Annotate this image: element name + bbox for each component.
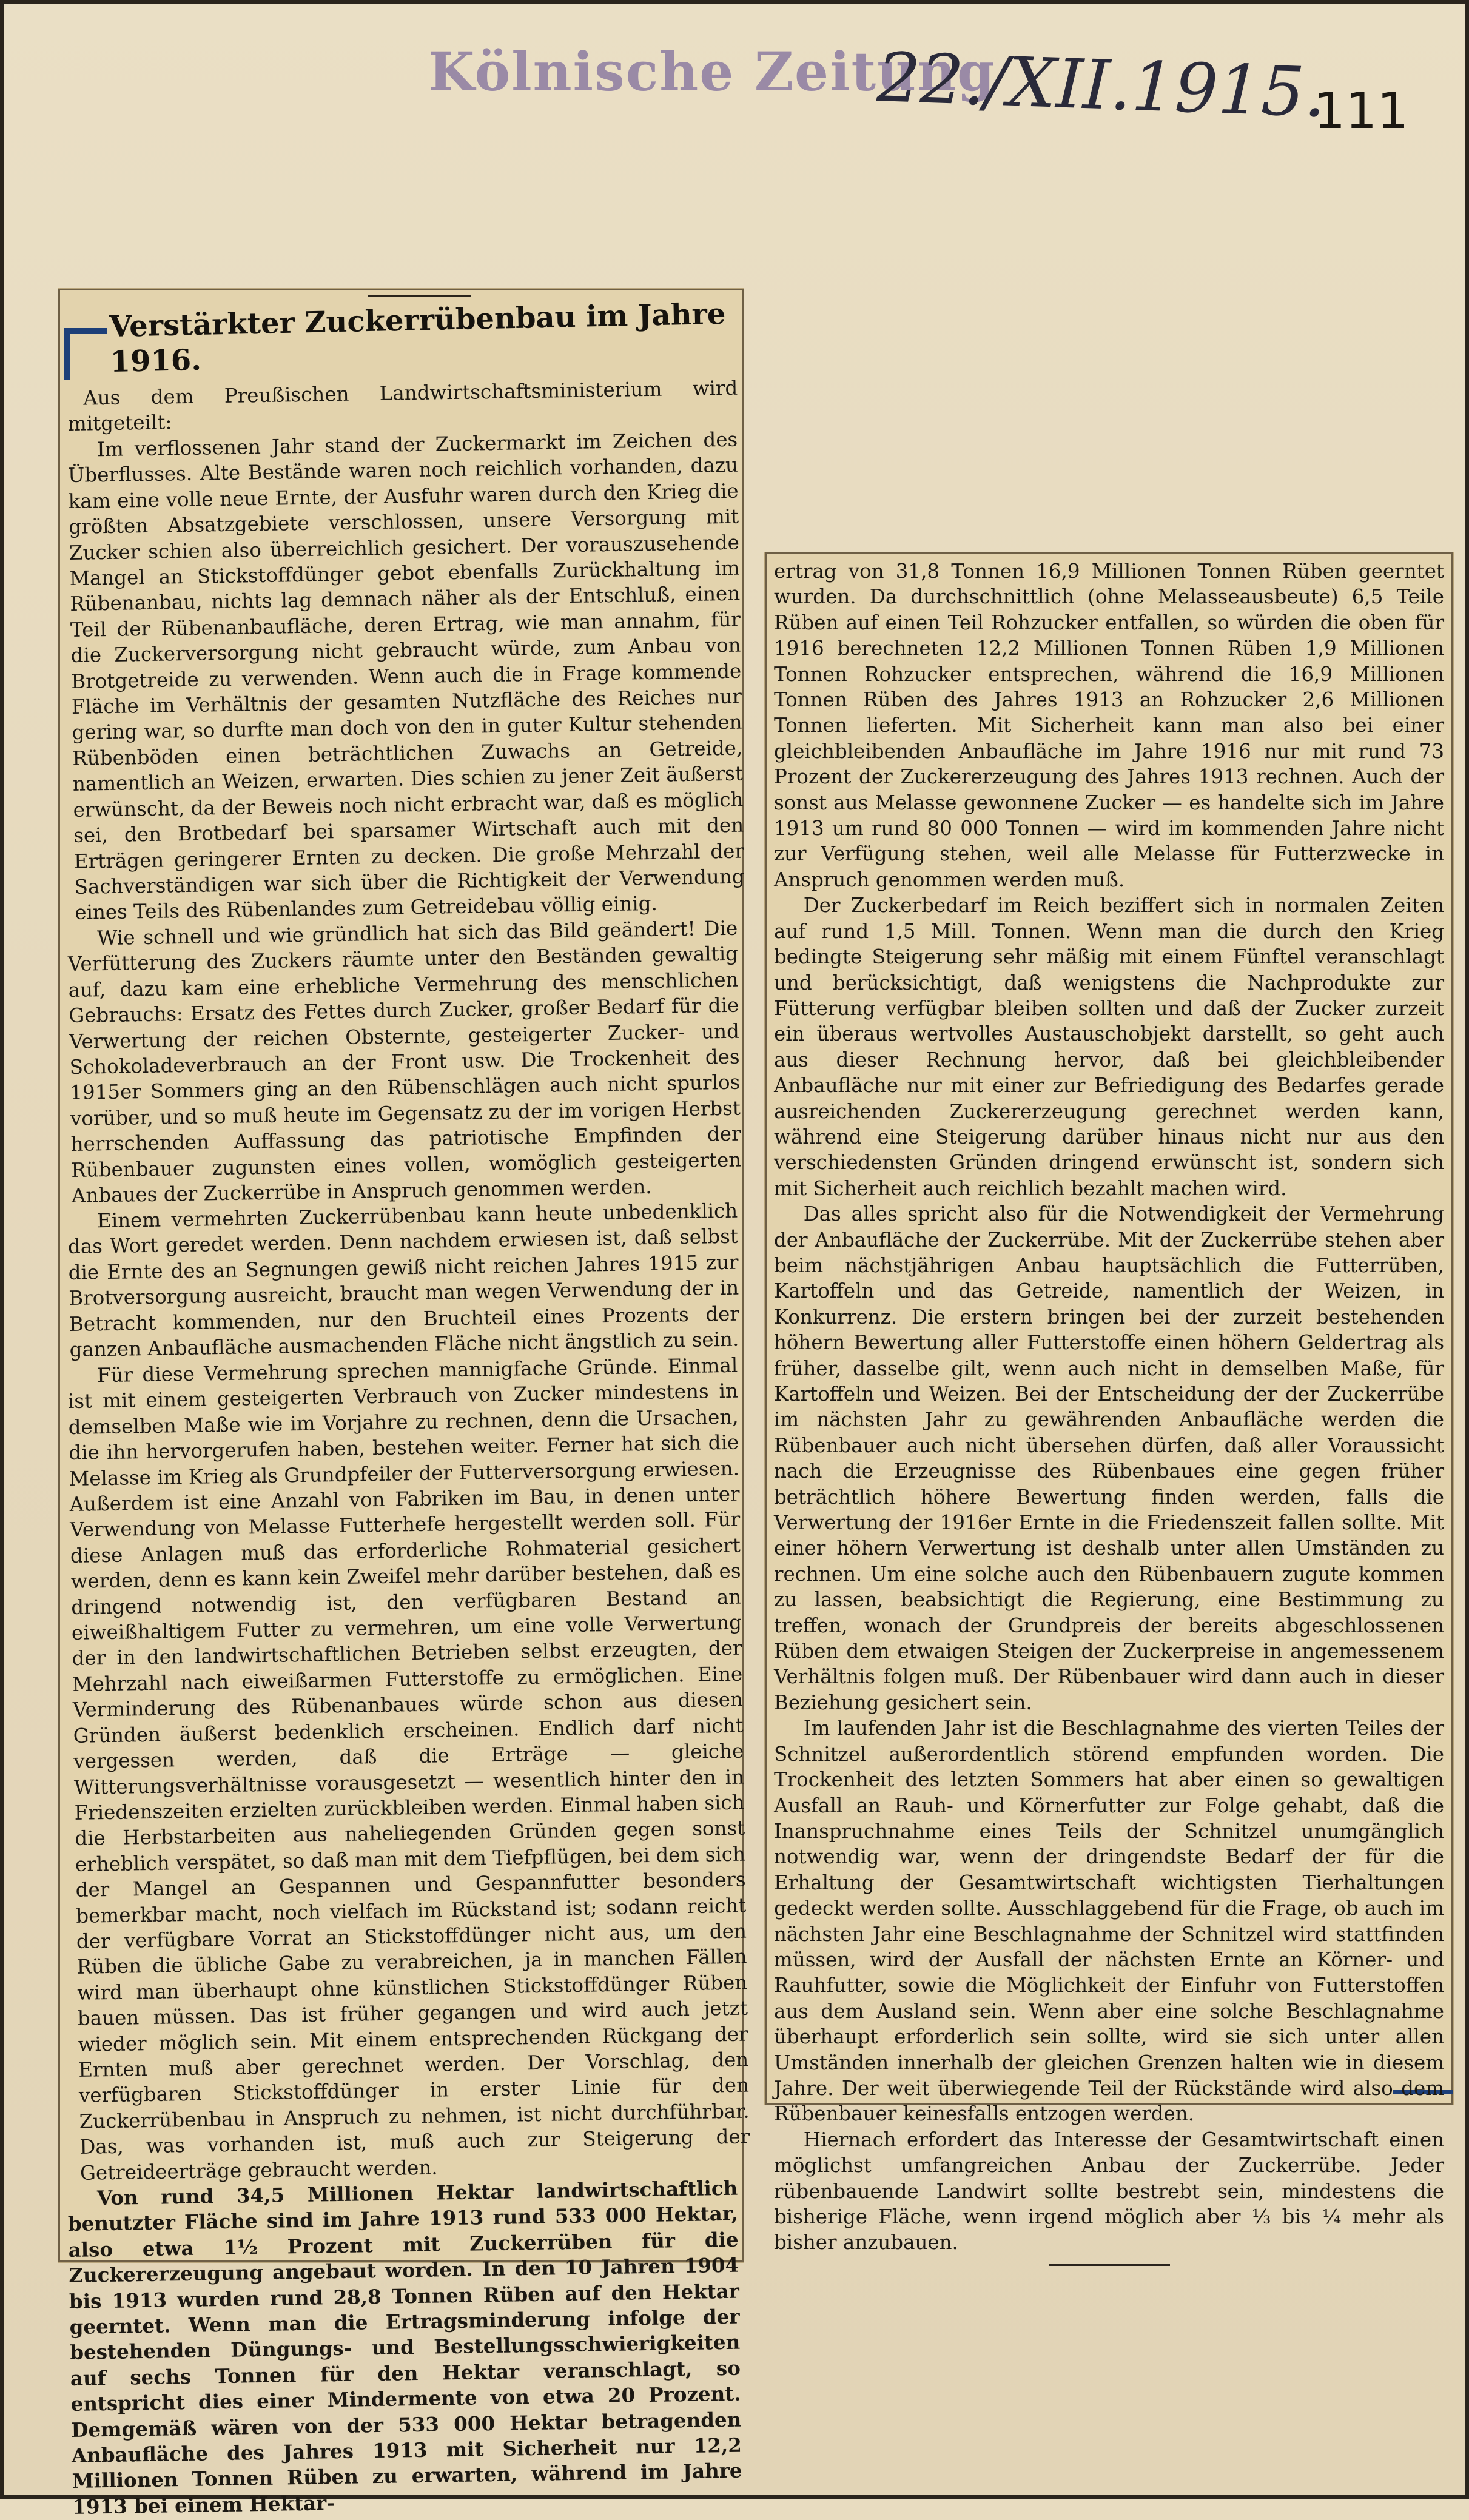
headline-rule xyxy=(368,295,471,297)
paragraph: Das alles spricht also für die Notwendigkeit der Vermehrung der Anbaufläche der Zuckerrübe. Mit der Zuckerrübe stehen aber beim nächstjährigen Anbau hauptsächlich die Futterrüben, Kartoffeln und das Getreide, namentlich der Weizen, in Konkurrenz. Die erstern bringen bei der zurzeit bestehenden höhern Bewertung aller Futterstoffe einen höhern Geldertrag als früher, dasselbe gilt, wenn auch nicht in demselben Maße, für Kartoffeln und Weizen. Bei der Entscheidung der der Zuckerrübe im nächsten Jahr zu gewährenden Anbaufläche werden die Rübenbauer auch nicht übersehen dürfen, daß aller Voraussicht nach die Erzeugnisse des Rübenbaues eine gegen früher beträchtlich höhere Bewertung finden werden, falls die Verwertung der 1916er Ernte in die Friedenszeit fallen sollte. Mit einer höhern Verwertung ist deshalb unter allen Umständen zu rechnen. Um eine solche auch den Rübenbauern zugute kommen zu lassen, beabsichtigt die Regierung, eine Bestimmung zu treffen, wonach der Grundpreis der bereits abgeschlossenen Rüben dem etwaigen Steigen der Zuckerpreise in angemessenem Verhältnis folgen muß. Der Rübenbauer wird dann auch in dieser Beziehung gesichert sein. xyxy=(774,1202,1444,1714)
paragraph: Aus dem Preußischen Landwirtschaftsministerium wird mitgeteilt: xyxy=(67,376,738,436)
article-column-1 xyxy=(67,297,750,2519)
paragraph: Der Zuckerbedarf im Reich beziffert sich in normalen Zeiten auf rund 1,5 Mill. Tonnen. Wenn man die durch den Krieg bedingte Steigerung sehr mäßig mit einem Fünftel veranschlagt und berücksichtigt, daß wenigstens die Nachprodukte zur Fütterung verfügbar bleiben sollten und daß der Zucker zurzeit ein überaus wertvolles Austauschobjekt darstellt, so geht auch aus dieser Rechnung hervor, daß bei gleichbleibender Anbaufläche nur mit einer zur Befriedigung des Bedarfes gerade ausreichenden Zuckererzeugung gerechnet werden kann, während eine Steigerung darüber hinaus nicht nur aus den verschiedensten Gründen dringend erwünscht ist, sondern sich mit Sicherheit auch reichlich bezahlt machen wird. xyxy=(774,894,1444,1200)
paragraph: Für diese Vermehrung sprechen mannigfache Gründe. Einmal ist mit einem gesteigerten Verbrauch von Zucker mindestens in demselben Maße wie im Vorjahre zu rechnen, denn die Ursachen, die ihn hervorgerufen haben, bestehen weiter. Ferner hat sich die Melasse im Krieg als Grundpfeiler der Futterversorgung erwiesen. Außerdem ist eine Anzahl von Fabriken im Bau, in denen unter Verwendung von Melasse Futterhefe hergestellt werden soll. Für diese Anlagen muß das erforderliche Rohmaterial gesichert werden, denn es kann kein Zweifel mehr darüber bestehen, daß es dringend notwendig ist, den verfügbaren Bestand an eiweißhaltigem Futter zu vermehren, um eine volle Verwertung der in den landwirtschaftlichen Betrieben selbst erzeugten, der Mehrzahl nach eiweißarmen Futterstoffe zu ermöglichen. Eine Verminderung des Rübenanbaues würde schon aus diesen Gründen äußerst bedenklich erscheinen. Endlich darf nicht vergessen werden, daß die Erträge — gleiche Witterungsverhältnisse vorausgesetzt — wesentlich hinter den in Friedenszeiten erzielten zurückbleiben werden. Einmal haben sich die Herbstarbeiten aus naheliegenden Gründen gegen sonst erheblich verspätet, so daß man mit dem Tiefpflügen, bei dem sich der Mangel an Gespannen und Gespannfutter besonders bemerkbar macht, noch vielfach im Rückstand ist; sodann reicht der verfügbare Vorrat an Stickstoffdünger nicht aus, um den Rüben die übliche Gabe zu verabreichen, ja in manchen Fällen wird man überhaupt ohne künstlichen Stickstoffdünger Rüben bauen müssen. Das ist früher gegangen und wird auch jetzt wieder möglich sein. Mit einem entsprechenden Rückgang der Ernten muß aber gerechnet werden. Der Vorschlag, den verfügbaren Stickstoffdünger in erster Linie für den Zuckerrübenbau in Anspruch zu nehmen, ist nicht durchführbar. Das, was vorhanden ist, muß auch zur Steigerung der Getreideerträge gebraucht werden. xyxy=(67,1353,750,2185)
end-rule xyxy=(1049,2264,1170,2266)
article-headline: Verstärkter Zuckerrübenbau im Jahre 1916. xyxy=(109,297,726,379)
paragraph: Einem vermehrten Zuckerrübenbau kann heute unbedenklich das Wort geredet werden. Denn nachdem erwiesen ist, daß selbst die Ernte des an Segnungen gewiß nicht reichen Jahres 1915 zur Brotversorgung ausreicht, braucht man wegen Verwendung der in Betracht kommenden, nur den Bruchteil eines Prozents der ganzen Anbaufläche ausmachenden Fläche nicht ängstlich zu sein. xyxy=(67,1199,740,1362)
paragraph: Im verflossenen Jahr stand der Zuckermarkt im Zeichen des Überflusses. Alte Bestände waren noch reichlich vorhanden, dazu kam eine volle neue Ernte, der Ausfuhr waren durch den Krieg die größten Absatzgebiete verschlossen, unsere Versorgung mit Zucker schien also überreichlich gesichert. Der vorauszusehende Mangel an Stickstoffdünger gebot ebenfalls Zurückhaltung im Rübenanbau, nichts lag demnach näher als der Entschluß, einen Teil der Rübenanbaufläche, deren Ertrag, wie man annahm, für die Zuckerversorgung nicht gebraucht würde, zum Anbau von Brotgetreide zu verwenden. Wenn auch die in Frage kommende Fläche im Verhältnis der gesamten Nutzfläche des Reiches nur gering war, so durfte man doch von den in guter Kultur stehenden Rübenböden einen beträchtlichen Zuwachs an Getreide, namentlich an Weizen, erwarten. Dies schien zu jener Zeit äußerst erwünscht, da der Beweis noch nicht erbracht war, daß es möglich sei, den Brotbedarf bei sparsamer Wirtschaft auch mit den Erträgen geringerer Ernten zu decken. Die große Mehrzahl der Sachverständigen war sich über die Richtigkeit der Verwendung eines Teils des Rübenlandes zum Getreidebau völlig einig. xyxy=(67,427,745,925)
paragraph: Hiernach erfordert das Interesse der Gesamtwirtschaft einen möglichst umfangreichen Anbau der Zuckerrübe. Jeder rübenbauende Landwirt sollte bestrebt sein, mindestens die bisherige Fläche, wenn irgend möglich aber ⅓ bis ¼ mehr als bisher anzubauen. xyxy=(774,2128,1444,2254)
paragraph: Wie schnell und wie gründlich hat sich das Bild geändert! Die Verfütterung des Zuckers räumte unter den Beständen gewaltig auf, dazu kam eine erhebliche Vermehrung des menschlichen Gebrauchs: Ersatz des Fettes durch Zucker, großer Bedarf für die Verwertung der reichen Obsternte, gesteigerter Zucker- und Schokoladeverbrauch an der Front usw. Die Trockenheit des 1915er Sommers ging an den Rübenschlägen auch nicht spurlos vorüber, und so muß heute im Gegensatz zu der im vorigen Herbst herrschenden Auffassung das patriotische Empfinden der Rübenbauer zugunsten eines vollen, womöglich gesteigerten Anbaues der Zuckerrübe in Anspruch genommen werden. xyxy=(67,916,742,1207)
paragraph: Im laufenden Jahr ist die Beschlagnahme des vierten Teiles der Schnitzel außerordentlich störend empfunden worden. Die Trockenheit des letzten Sommers hat aber einen so gewaltigen Ausfall an Rauh- und Körnerfutter zur Folge gehabt, daß die Inanspruchnahme eines Teils der Schnitzel unumgänglich notwendig war, wenn der dringendste Bedarf der für die Erhaltung der Gesamtwirtschaft wichtigsten Tierhaltungen gedeckt werden sollte. Ausschlaggebend für die Frage, ob auch im nächsten Jahr eine Beschlagnahme der Schnitzel wird stattfinden müssen, wird der Ausfall der nächsten Ernte an Körner- und Rauhfutter, sowie die Möglichkeit der Einfuhr von Futterstoffen aus dem Ausland sein. Wenn aber eine solche Beschlagnahme überhaupt erforderlich sein sollte, wird sie sich unter allen Umständen innerhalb der gleichen Grenzen halten wie in diesem Jahre. Der weit überwiegende Teil der Rückstände wird also dem Rübenbauer keinesfalls entzogen werden. xyxy=(774,1717,1444,2126)
paragraph: Von rund 34,5 Millionen Hektar landwirtschaftlich benutzter Fläche sind im Jahre 1913 rund 533 000 Hektar, also etwa 1½ Prozent mit Zuckerrüben für die Zuckererzeugung angebaut worden. In den 10 Jahren 1904 bis 1913 wurden rund 28,8 Tonnen Rüben auf den Hektar geerntet. Wenn man die Ertragsminderung infolge der bestehenden Düngungs- und Bestellungsschwierigkeiten auf sechs Tonnen für den Hektar veranschlagt, so entspricht dies einer Mindermente von etwa 20 Prozent. Demgemäß wären von der 533 000 Hektar betragenden Anbaufläche des Jahres 1913 mit Sicherheit nur 12,2 Millionen Tonnen Rüben zu erwarten, während im Jahre 1913 bei einem Hektar- xyxy=(67,2176,742,2519)
paragraph: ertrag von 31,8 Tonnen 16,9 Millionen Tonnen Rüben geerntet wurden. Da durchschnittlich (ohne Melasseausbeute) 6,5 Teile Rüben auf einen Teil Rohzucker entfallen, so würden die oben für 1916 berechneten 12,2 Millionen Tonnen Rüben 1,9 Millionen Tonnen Rohzucker entsprechen, während die 16,9 Millionen Tonnen Rüben des Jahres 1913 an Rohzucker 2,6 Millionen Tonnen lieferten. Mit Sicherheit kann man also bei einer gleichbleibenden Anbaufläche im Jahre 1916 nur mit rund 73 Prozent der Zuckererzeugung des Jahres 1913 rechnen. Auch der sonst aus Melasse gewonnene Zucker — es handelte sich im Jahre 1913 um rund 80 000 Tonnen — wird im kommenden Jahre nicht zur Verfügung stehen, weil alle Melasse für Futterzwecke in Anspruch genommen werden muß. xyxy=(774,560,1444,891)
page-number: 111 xyxy=(1314,82,1409,140)
article-column-2 xyxy=(774,558,1444,2254)
newspaper-stamp: Kölnische Zeitung xyxy=(428,40,996,103)
handwritten-date: 22./XII.1915. xyxy=(875,38,1328,133)
